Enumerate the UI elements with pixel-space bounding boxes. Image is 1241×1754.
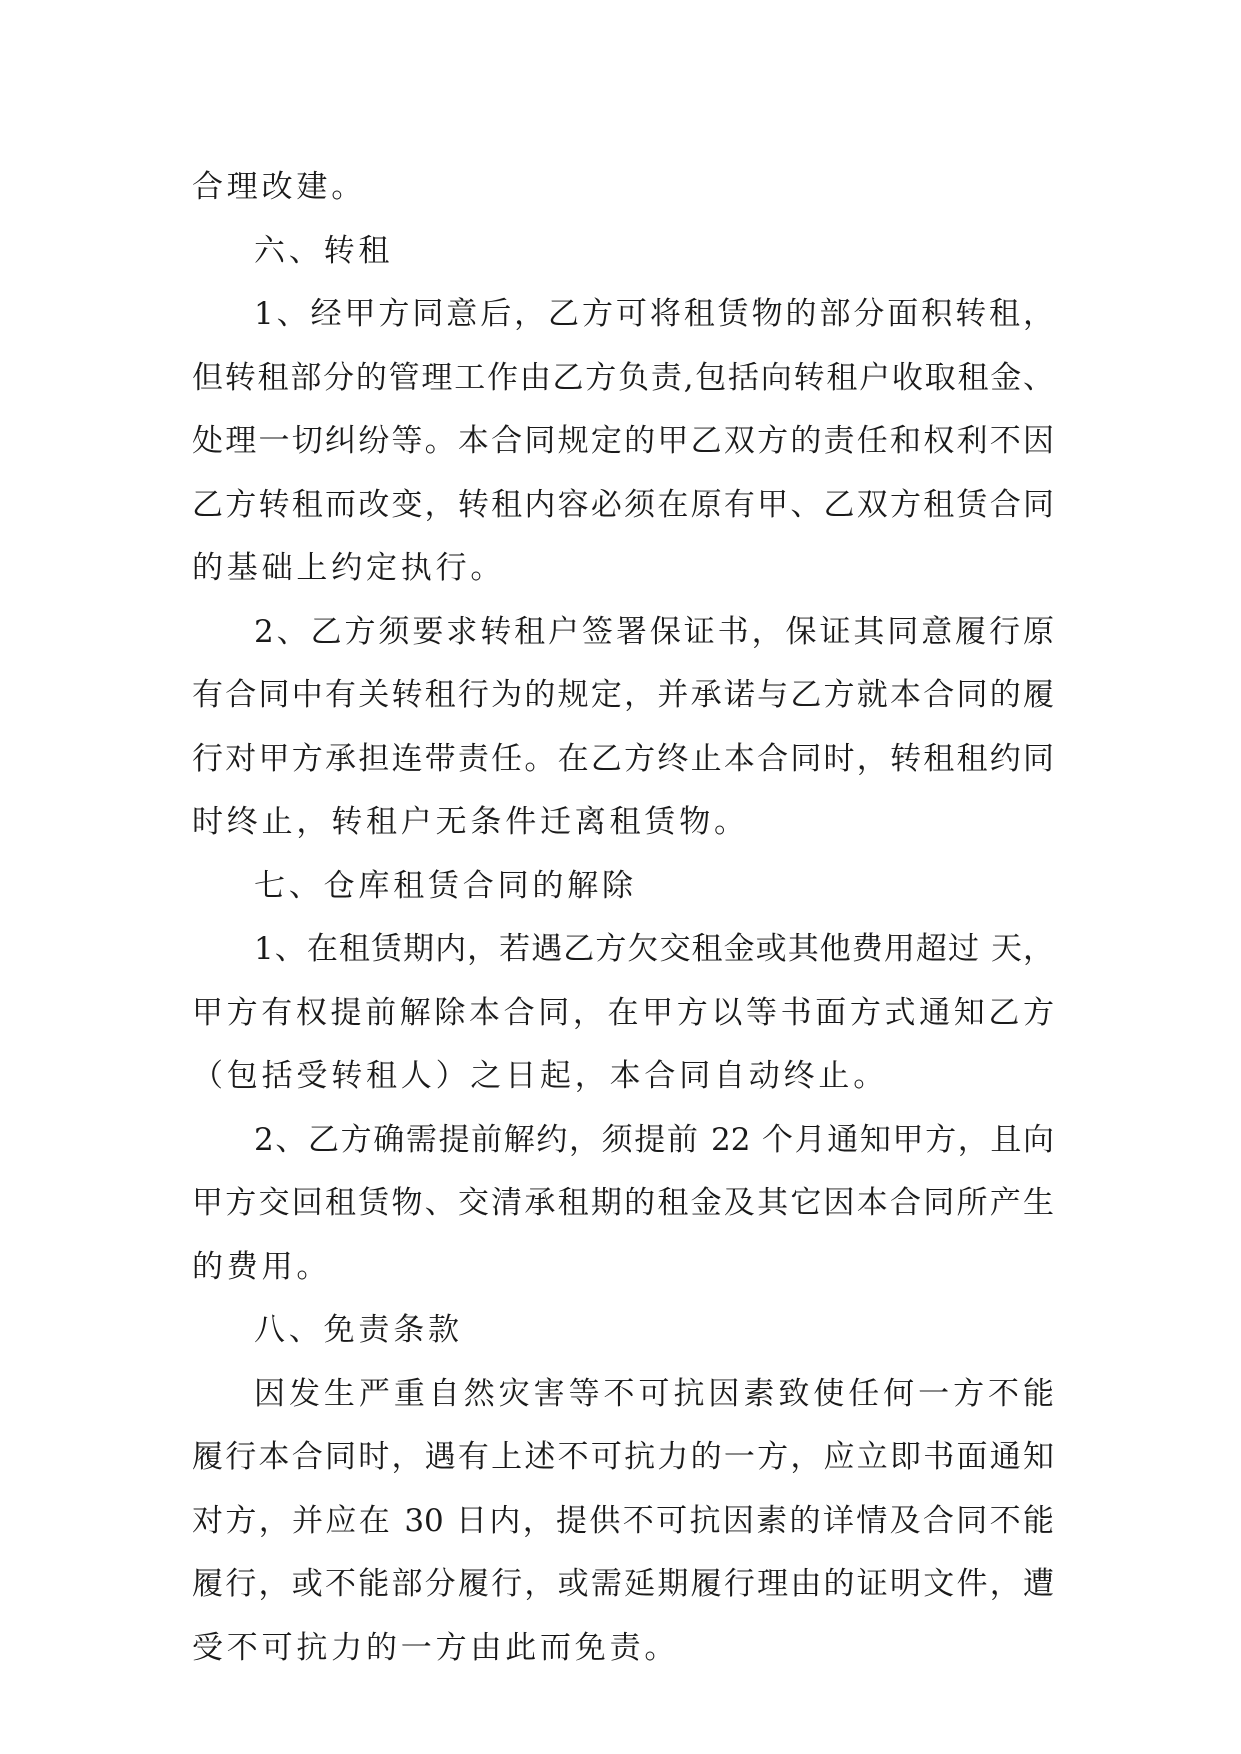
document-body [192, 156, 1054, 1680]
text-line: 有合同中有关转租行为的规定，并承诺与乙方就本合同的履 [192, 677, 1054, 713]
text-line: 履行，或不能部分履行，或需延期履行理由的证明文件，遭 [192, 1566, 1054, 1602]
section-heading-exemption: 八、免责条款 [254, 1312, 463, 1348]
text-line: 履行本合同时，遇有上述不可抗力的一方，应立即书面通知 [192, 1439, 1054, 1475]
text-line: 合理改建。 [192, 169, 366, 205]
text-line: 但转租部分的管理工作由乙方负责,包括向转租户收取租金、 [192, 359, 1054, 396]
text-line: 因发生严重自然灾害等不可抗因素致使任何一方不能 [254, 1375, 1054, 1412]
text-line: 的费用。 [192, 1248, 332, 1285]
text-line: 处理一切纠纷等。本合同规定的甲乙双方的责任和权利不因 [192, 423, 1054, 459]
text-line: 2、乙方确需提前解约，须提前 22 个月通知甲方，且向 [254, 1121, 1054, 1158]
text-line: 对方，并应在 30 日内，提供不可抗因素的详情及合同不能 [192, 1502, 1054, 1539]
section-heading-termination: 七、仓库租赁合同的解除 [254, 867, 637, 904]
text-line: 行对甲方承担连带责任。在乙方终止本合同时，转租租约同 [192, 740, 1054, 777]
section-heading-sublease: 六、转租 [254, 232, 394, 269]
text-line: 乙方转租而改变，转租内容必须在原有甲、乙双方租赁合同 [192, 486, 1054, 523]
text-line: （包括受转租人）之日起，本合同自动终止。 [192, 1058, 888, 1094]
text-line: 时终止，转租户无条件迁离租赁物。 [192, 804, 749, 840]
text-line: 甲方交回租赁物、交清承租期的租金及其它因本合同所产生 [192, 1185, 1054, 1221]
text-line: 的基础上约定执行。 [192, 550, 506, 586]
text-line: 甲方有权提前解除本合同，在甲方以等书面方式通知乙方 [192, 994, 1054, 1031]
text-line: 受不可抗力的一方由此而免责。 [192, 1629, 680, 1666]
text-line: 1、经甲方同意后，乙方可将租赁物的部分面积转租， [254, 296, 1054, 332]
text-line: 2、乙方须要求转租户签署保证书，保证其同意履行原 [254, 613, 1054, 650]
text-line: 1、在租赁期内，若遇乙方欠交租金或其他费用超过 天， [254, 931, 1054, 967]
